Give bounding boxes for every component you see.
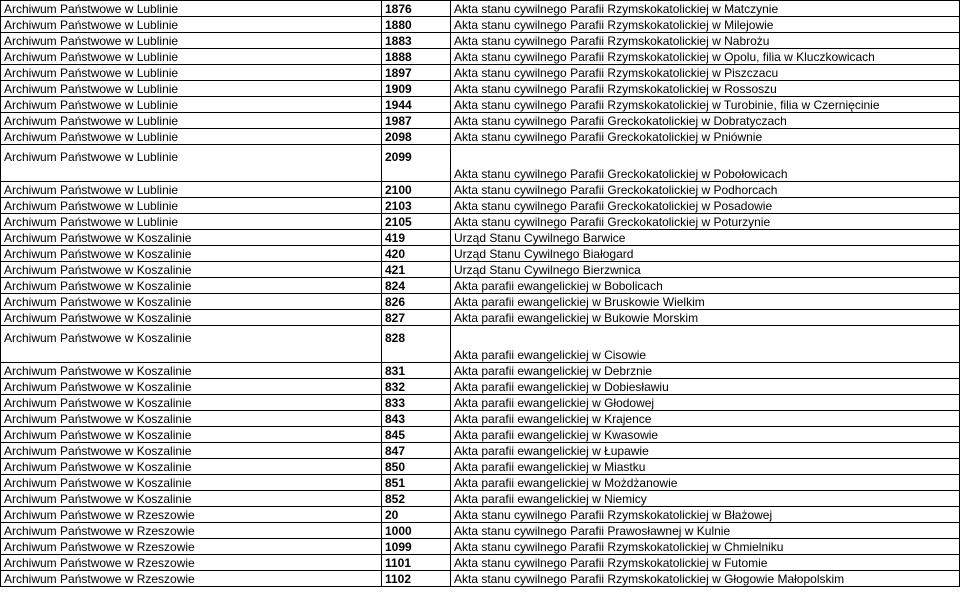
archive-cell: Archiwum Państwowe w Koszalinie: [1, 475, 382, 491]
table-row: [1, 198, 960, 214]
signature-cell: 850: [382, 459, 451, 475]
archive-cell: Archiwum Państwowe w Lublinie: [1, 182, 382, 198]
signature-cell: 419: [382, 230, 451, 246]
archive-cell: Archiwum Państwowe w Koszalinie: [1, 278, 382, 294]
archive-cell: Archiwum Państwowe w Lublinie: [1, 113, 382, 129]
archive-cell: Archiwum Państwowe w Lublinie: [1, 33, 382, 49]
archive-cell: Archiwum Państwowe w Lublinie: [1, 145, 382, 182]
table-row: [1, 33, 960, 49]
archive-cell: Archiwum Państwowe w Koszalinie: [1, 395, 382, 411]
archive-cell: Archiwum Państwowe w Koszalinie: [1, 326, 382, 363]
signature-cell: 2105: [382, 214, 451, 230]
archive-cell: Archiwum Państwowe w Koszalinie: [1, 230, 382, 246]
archive-cell: Archiwum Państwowe w Lublinie: [1, 49, 382, 65]
description-cell: Akta parafii ewangelickiej w Głodowej: [451, 395, 960, 411]
signature-cell: 826: [382, 294, 451, 310]
description-cell: Akta stanu cywilnego Parafii Rzymskokatolickiej w Opolu, filia w Kluczkowicach: [451, 49, 960, 65]
archive-cell: Archiwum Państwowe w Lublinie: [1, 198, 382, 214]
table-row: [1, 182, 960, 198]
table-row: [1, 262, 960, 278]
table-row: [1, 395, 960, 411]
signature-cell: 845: [382, 427, 451, 443]
signature-cell: 843: [382, 411, 451, 427]
table-row: [1, 129, 960, 145]
signature-cell: 851: [382, 475, 451, 491]
table-row: [1, 443, 960, 459]
table-row: [1, 17, 960, 33]
table-row: [1, 571, 960, 587]
signature-cell: 1880: [382, 17, 451, 33]
archive-cell: Archiwum Państwowe w Koszalinie: [1, 294, 382, 310]
table-row: [1, 379, 960, 395]
signature-cell: 827: [382, 310, 451, 326]
description-cell: Akta parafii ewangelickiej w Bukowie Morskim: [451, 310, 960, 326]
description-cell: Akta stanu cywilnego Parafii Rzymskokatolickiej w Chmielniku: [451, 539, 960, 555]
description-cell: Urząd Stanu Cywilnego Barwice: [451, 230, 960, 246]
table-row: [1, 411, 960, 427]
description-cell: Akta stanu cywilnego Parafii Greckokatolickiej w Pobołowicach: [451, 145, 960, 182]
description-cell: Akta parafii ewangelickiej w Kwasowie: [451, 427, 960, 443]
table-row: [1, 214, 960, 230]
description-cell: Akta parafii ewangelickiej w Debrznie: [451, 363, 960, 379]
description-cell: Akta stanu cywilnego Parafii Rzymskokatolickiej w Nabrożu: [451, 33, 960, 49]
description-cell: Akta parafii ewangelickiej w Możdżanowie: [451, 475, 960, 491]
archive-cell: Archiwum Państwowe w Lublinie: [1, 65, 382, 81]
description-cell: Akta parafii ewangelickiej w Dobiesławiu: [451, 379, 960, 395]
signature-cell: 1000: [382, 523, 451, 539]
archive-cell: Archiwum Państwowe w Rzeszowie: [1, 555, 382, 571]
archive-cell: Archiwum Państwowe w Lublinie: [1, 129, 382, 145]
table-row: [1, 97, 960, 113]
table-row: [1, 459, 960, 475]
description-cell: Akta stanu cywilnego Parafii Rzymskokatolickiej w Futomie: [451, 555, 960, 571]
table-row: [1, 427, 960, 443]
description-cell: Akta stanu cywilnego Parafii Rzymskokatolickiej w Błażowej: [451, 507, 960, 523]
archive-cell: Archiwum Państwowe w Lublinie: [1, 1, 382, 17]
table-row: [1, 49, 960, 65]
table-row: [1, 145, 960, 182]
table-row: [1, 1, 960, 17]
table-row: [1, 310, 960, 326]
table-row: [1, 230, 960, 246]
archive-cell: Archiwum Państwowe w Koszalinie: [1, 310, 382, 326]
description-cell: Akta stanu cywilnego Parafii Greckokatolickiej w Poturzynie: [451, 214, 960, 230]
archive-cell: Archiwum Państwowe w Rzeszowie: [1, 523, 382, 539]
archive-cell: Archiwum Państwowe w Lublinie: [1, 81, 382, 97]
archive-cell: Archiwum Państwowe w Koszalinie: [1, 491, 382, 507]
description-cell: Akta stanu cywilnego Parafii Rzymskokatolickiej w Rossoszu: [451, 81, 960, 97]
records-table-body: [1, 1, 960, 587]
archive-cell: Archiwum Państwowe w Koszalinie: [1, 427, 382, 443]
table-row: [1, 523, 960, 539]
signature-cell: 2100: [382, 182, 451, 198]
signature-cell: 2103: [382, 198, 451, 214]
signature-cell: 1987: [382, 113, 451, 129]
archive-cell: Archiwum Państwowe w Koszalinie: [1, 363, 382, 379]
signature-cell: 828: [382, 326, 451, 363]
archive-cell: Archiwum Państwowe w Rzeszowie: [1, 571, 382, 587]
signature-cell: 1876: [382, 1, 451, 17]
description-cell: Akta stanu cywilnego Parafii Prawosławnej w Kulnie: [451, 523, 960, 539]
signature-cell: 1909: [382, 81, 451, 97]
table-row: [1, 81, 960, 97]
description-cell: Akta parafii ewangelickiej w Łupawie: [451, 443, 960, 459]
signature-cell: 1101: [382, 555, 451, 571]
table-row: [1, 326, 960, 363]
table-row: [1, 278, 960, 294]
archive-cell: Archiwum Państwowe w Koszalinie: [1, 459, 382, 475]
signature-cell: 847: [382, 443, 451, 459]
signature-cell: 824: [382, 278, 451, 294]
signature-cell: 420: [382, 246, 451, 262]
signature-cell: 832: [382, 379, 451, 395]
signature-cell: 20: [382, 507, 451, 523]
archive-cell: Archiwum Państwowe w Lublinie: [1, 17, 382, 33]
signature-cell: 1099: [382, 539, 451, 555]
table-row: [1, 113, 960, 129]
archive-cell: Archiwum Państwowe w Koszalinie: [1, 379, 382, 395]
table-row: [1, 246, 960, 262]
signature-cell: 1897: [382, 65, 451, 81]
signature-cell: 831: [382, 363, 451, 379]
table-row: [1, 363, 960, 379]
archive-cell: Archiwum Państwowe w Lublinie: [1, 214, 382, 230]
description-cell: Akta stanu cywilnego Parafii Rzymskokatolickiej w Matczynie: [451, 1, 960, 17]
signature-cell: 421: [382, 262, 451, 278]
table-row: [1, 65, 960, 81]
archive-cell: Archiwum Państwowe w Koszalinie: [1, 443, 382, 459]
description-cell: Akta parafii ewangelickiej w Krajence: [451, 411, 960, 427]
archive-cell: Archiwum Państwowe w Koszalinie: [1, 411, 382, 427]
archive-cell: Archiwum Państwowe w Koszalinie: [1, 246, 382, 262]
table-row: [1, 507, 960, 523]
signature-cell: 1944: [382, 97, 451, 113]
description-cell: Urząd Stanu Cywilnego Białogard: [451, 246, 960, 262]
description-cell: Akta stanu cywilnego Parafii Rzymskokatolickiej w Głogowie Małopolskim: [451, 571, 960, 587]
archive-cell: Archiwum Państwowe w Rzeszowie: [1, 539, 382, 555]
description-cell: Akta parafii ewangelickiej w Niemicy: [451, 491, 960, 507]
description-cell: Akta stanu cywilnego Parafii Greckokatolickiej w Posadowie: [451, 198, 960, 214]
description-cell: Akta parafii ewangelickiej w Bruskowie Wielkim: [451, 294, 960, 310]
signature-cell: 1102: [382, 571, 451, 587]
description-cell: Akta stanu cywilnego Parafii Greckokatolickiej w Podhorcach: [451, 182, 960, 198]
signature-cell: 852: [382, 491, 451, 507]
table-row: [1, 555, 960, 571]
archive-cell: Archiwum Państwowe w Rzeszowie: [1, 507, 382, 523]
signature-cell: 1888: [382, 49, 451, 65]
signature-cell: 1883: [382, 33, 451, 49]
description-cell: Akta stanu cywilnego Parafii Rzymskokatolickiej w Piszczacu: [451, 65, 960, 81]
archive-cell: Archiwum Państwowe w Lublinie: [1, 97, 382, 113]
description-cell: Akta parafii ewangelickiej w Cisowie: [451, 326, 960, 363]
description-cell: Akta stanu cywilnego Parafii Greckokatolickiej w Dobratyczach: [451, 113, 960, 129]
signature-cell: 2098: [382, 129, 451, 145]
table-row: [1, 475, 960, 491]
table-row: [1, 539, 960, 555]
signature-cell: 833: [382, 395, 451, 411]
description-cell: Akta stanu cywilnego Parafii Greckokatolickiej w Pniównie: [451, 129, 960, 145]
archive-cell: Archiwum Państwowe w Koszalinie: [1, 262, 382, 278]
signature-cell: 2099: [382, 145, 451, 182]
description-cell: Akta stanu cywilnego Parafii Rzymskokatolickiej w Milejowie: [451, 17, 960, 33]
description-cell: Urząd Stanu Cywilnego Bierzwnica: [451, 262, 960, 278]
table-row: [1, 491, 960, 507]
description-cell: Akta stanu cywilnego Parafii Rzymskokatolickiej w Turobinie, filia w Czernięcinie: [451, 97, 960, 113]
description-cell: Akta parafii ewangelickiej w Bobolicach: [451, 278, 960, 294]
table-row: [1, 294, 960, 310]
description-cell: Akta parafii ewangelickiej w Miastku: [451, 459, 960, 475]
